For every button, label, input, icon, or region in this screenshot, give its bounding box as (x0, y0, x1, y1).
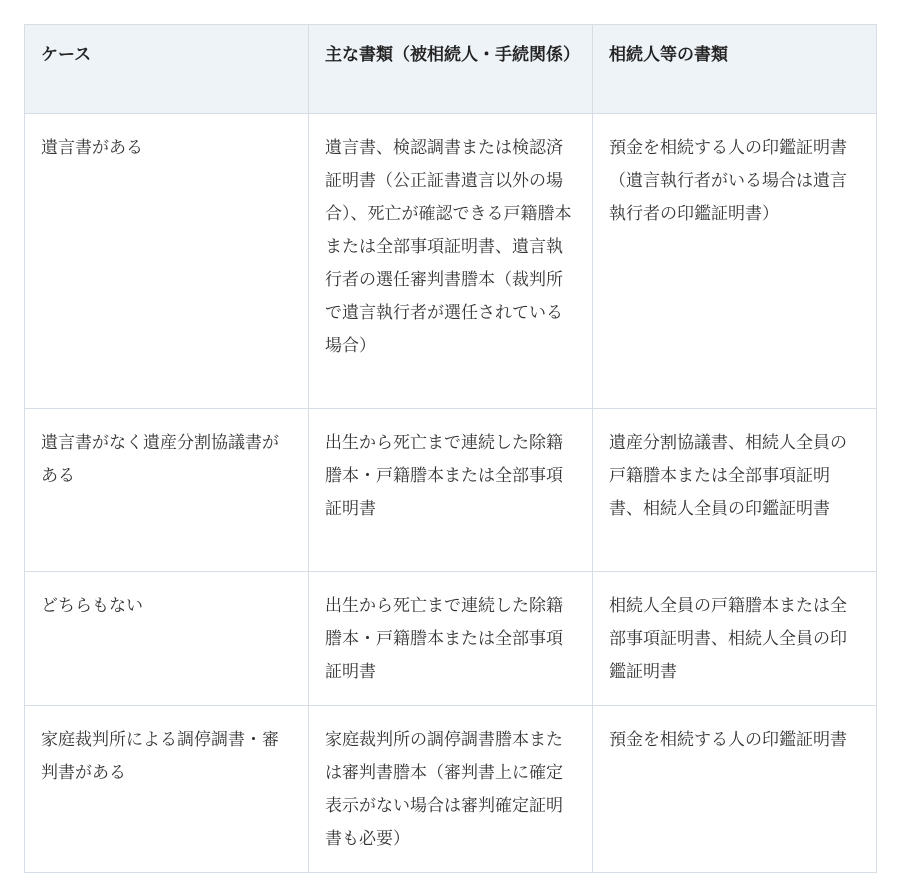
header-main-documents: 主な書類（被相続人・手続関係） (309, 25, 593, 114)
cell-heir-documents (593, 114, 877, 409)
cell-text: 出生から死亡まで連続した除籍謄本・戸籍謄本または全部事項証明書 (325, 596, 563, 682)
cell-case (25, 114, 309, 409)
cell-text: 遺言書がなく遺産分割協議書がある (41, 433, 279, 486)
cell-text: どちらもない (41, 596, 143, 616)
cell-text: 遺産分割協議書、相続人全員の戸籍謄本または全部事項証明書、相続人全員の印鑑証明書 (609, 433, 847, 519)
table-row (25, 572, 877, 706)
cell-text: 遺言書がある (41, 138, 143, 158)
document-table-container (24, 24, 876, 873)
cell-text: 家庭裁判所の調停調書謄本または審判書謄本（審判書上に確定表示がない場合は審判確定証明書も必要） (325, 730, 563, 849)
cell-case (25, 409, 309, 572)
cell-text: 預金を相続する人の印鑑証明書（遺言執行者がいる場合は遺言執行者の印鑑証明書） (609, 138, 847, 224)
cell-text: 遺言書、検認調書または検認済証明書（公正証書遺言以外の場合）、死亡が確認できる戸籍謄本または全部事項証明書、遺言執行者の選任審判書謄本（裁判所で遺言執行者が選任されている場合） (325, 138, 572, 356)
cell-text: 預金を相続する人の印鑑証明書 (609, 730, 847, 750)
header-case: ケース (25, 25, 309, 114)
cell-heir-documents (593, 706, 877, 873)
cell-heir-documents (593, 572, 877, 706)
cell-case (25, 706, 309, 873)
cell-text: 出生から死亡まで連続した除籍謄本・戸籍謄本または全部事項証明書 (325, 433, 563, 519)
table-row (25, 114, 877, 409)
header-row (25, 25, 877, 114)
cell-text: 家庭裁判所による調停調書・審判書がある (41, 730, 279, 783)
cell-text: 相続人全員の戸籍謄本または全部事項証明書、相続人全員の印鑑証明書 (609, 596, 847, 682)
cell-main-documents (309, 409, 593, 572)
cell-main-documents (309, 706, 593, 873)
table-body (25, 114, 877, 873)
header-heir-documents: 相続人等の書類 (593, 25, 877, 114)
cell-main-documents (309, 572, 593, 706)
cell-main-documents (309, 114, 593, 409)
table-header (25, 25, 877, 114)
cell-heir-documents (593, 409, 877, 572)
required-documents-table (24, 24, 877, 873)
table-row (25, 706, 877, 873)
table-row (25, 409, 877, 572)
cell-case (25, 572, 309, 706)
